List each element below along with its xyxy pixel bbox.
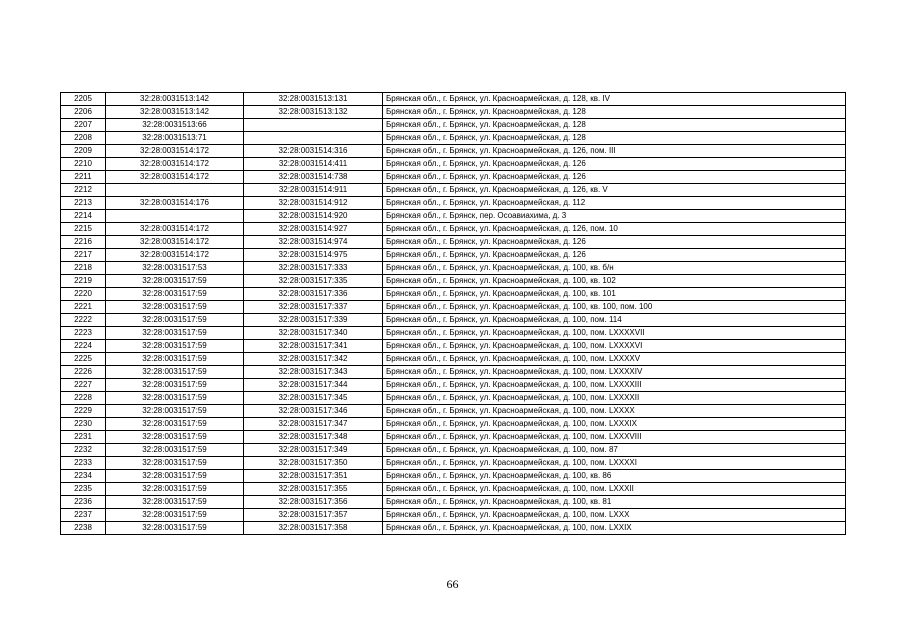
land-cadastral-number-cell: 32:28:0031517:59 bbox=[106, 379, 244, 392]
object-cadastral-number-cell: 32:28:0031517:351 bbox=[244, 470, 383, 483]
address-cell: Брянская обл., г. Брянск, ул. Красноармейская, д. 100, пом. LXXXXVI bbox=[383, 340, 846, 353]
row-number-cell: 2237 bbox=[61, 509, 106, 522]
table-row bbox=[61, 236, 846, 249]
object-cadastral-number-cell: 32:28:0031517:344 bbox=[244, 379, 383, 392]
address-cell: Брянская обл., г. Брянск, ул. Красноармейская, д. 100, пом. LXXXIX bbox=[383, 418, 846, 431]
table-row bbox=[61, 327, 846, 340]
cadastral-table bbox=[60, 92, 846, 535]
row-number-cell: 2227 bbox=[61, 379, 106, 392]
land-cadastral-number-cell: 32:28:0031517:59 bbox=[106, 392, 244, 405]
land-cadastral-number-cell: 32:28:0031517:59 bbox=[106, 353, 244, 366]
table-row bbox=[61, 171, 846, 184]
land-cadastral-number-cell: 32:28:0031517:59 bbox=[106, 340, 244, 353]
row-number-cell: 2216 bbox=[61, 236, 106, 249]
land-cadastral-number-cell: 32:28:0031517:59 bbox=[106, 314, 244, 327]
address-cell: Брянская обл., г. Брянск, ул. Красноармейская, д. 128, кв. IV bbox=[383, 93, 846, 106]
address-cell: Брянская обл., г. Брянск, ул. Красноармейская, д. 100, пом. LXXXXI bbox=[383, 457, 846, 470]
table-row bbox=[61, 379, 846, 392]
table-row bbox=[61, 275, 846, 288]
object-cadastral-number-cell: 32:28:0031517:343 bbox=[244, 366, 383, 379]
land-cadastral-number-cell: 32:28:0031517:59 bbox=[106, 366, 244, 379]
land-cadastral-number-cell: 32:28:0031513:71 bbox=[106, 132, 244, 145]
object-cadastral-number-cell: 32:28:0031514:975 bbox=[244, 249, 383, 262]
table-row bbox=[61, 392, 846, 405]
table-row bbox=[61, 366, 846, 379]
table-row bbox=[61, 132, 846, 145]
table-row bbox=[61, 483, 846, 496]
object-cadastral-number-cell: 32:28:0031514:927 bbox=[244, 223, 383, 236]
table-row bbox=[61, 340, 846, 353]
address-cell: Брянская обл., г. Брянск, ул. Красноармейская, д. 128 bbox=[383, 119, 846, 132]
table-body bbox=[61, 93, 846, 535]
object-cadastral-number-cell: 32:28:0031517:348 bbox=[244, 431, 383, 444]
row-number-cell: 2210 bbox=[61, 158, 106, 171]
land-cadastral-number-cell: 32:28:0031517:59 bbox=[106, 418, 244, 431]
land-cadastral-number-cell: 32:28:0031514:176 bbox=[106, 197, 244, 210]
page-number: 66 bbox=[446, 577, 459, 591]
row-number-cell: 2206 bbox=[61, 106, 106, 119]
row-number-cell: 2211 bbox=[61, 171, 106, 184]
address-cell: Брянская обл., г. Брянск, ул. Красноармейская, д. 100, пом. LXXX bbox=[383, 509, 846, 522]
table-row bbox=[61, 210, 846, 223]
address-cell: Брянская обл., г. Брянск, пер. Осоавиахима, д. 3 bbox=[383, 210, 846, 223]
table-row bbox=[61, 106, 846, 119]
object-cadastral-number-cell: 32:28:0031517:355 bbox=[244, 483, 383, 496]
land-cadastral-number-cell: 32:28:0031514:172 bbox=[106, 145, 244, 158]
object-cadastral-number-cell: 32:28:0031517:345 bbox=[244, 392, 383, 405]
table-row bbox=[61, 93, 846, 106]
row-number-cell: 2223 bbox=[61, 327, 106, 340]
address-cell: Брянская обл., г. Брянск, ул. Красноармейская, д. 112 bbox=[383, 197, 846, 210]
table-row bbox=[61, 353, 846, 366]
land-cadastral-number-cell: 32:28:0031517:59 bbox=[106, 444, 244, 457]
address-cell: Брянская обл., г. Брянск, ул. Красноармейская, д. 100, кв. 86 bbox=[383, 470, 846, 483]
table-row bbox=[61, 418, 846, 431]
row-number-cell: 2233 bbox=[61, 457, 106, 470]
table-row bbox=[61, 184, 846, 197]
land-cadastral-number-cell: 32:28:0031517:59 bbox=[106, 522, 244, 535]
object-cadastral-number-cell: 32:28:0031517:336 bbox=[244, 288, 383, 301]
row-number-cell: 2231 bbox=[61, 431, 106, 444]
table-row bbox=[61, 249, 846, 262]
address-cell: Брянская обл., г. Брянск, ул. Красноармейская, д. 100, кв. 101 bbox=[383, 288, 846, 301]
table-row bbox=[61, 470, 846, 483]
land-cadastral-number-cell: 32:28:0031514:172 bbox=[106, 158, 244, 171]
row-number-cell: 2230 bbox=[61, 418, 106, 431]
land-cadastral-number-cell: 32:28:0031517:59 bbox=[106, 496, 244, 509]
address-cell: Брянская обл., г. Брянск, ул. Красноармейская, д. 100, пом. 114 bbox=[383, 314, 846, 327]
row-number-cell: 2219 bbox=[61, 275, 106, 288]
address-cell: Брянская обл., г. Брянск, ул. Красноармейская, д. 126 bbox=[383, 158, 846, 171]
address-cell: Брянская обл., г. Брянск, ул. Красноармейская, д. 100, пом. LXXXXIV bbox=[383, 366, 846, 379]
row-number-cell: 2234 bbox=[61, 470, 106, 483]
address-cell: Брянская обл., г. Брянск, ул. Красноармейская, д. 126, пом. 10 bbox=[383, 223, 846, 236]
object-cadastral-number-cell: 32:28:0031514:911 bbox=[244, 184, 383, 197]
address-cell: Брянская обл., г. Брянск, ул. Красноармейская, д. 100, пом. LXXXXIII bbox=[383, 379, 846, 392]
row-number-cell: 2212 bbox=[61, 184, 106, 197]
address-cell: Брянская обл., г. Брянск, ул. Красноармейская, д. 100, пом. 87 bbox=[383, 444, 846, 457]
address-cell: Брянская обл., г. Брянск, ул. Красноармейская, д. 128 bbox=[383, 132, 846, 145]
row-number-cell: 2238 bbox=[61, 522, 106, 535]
object-cadastral-number-cell: 32:28:0031514:912 bbox=[244, 197, 383, 210]
land-cadastral-number-cell: 32:28:0031514:172 bbox=[106, 223, 244, 236]
table-row bbox=[61, 522, 846, 535]
land-cadastral-number-cell: 32:28:0031513:66 bbox=[106, 119, 244, 132]
row-number-cell: 2218 bbox=[61, 262, 106, 275]
table-row bbox=[61, 158, 846, 171]
address-cell: Брянская обл., г. Брянск, ул. Красноармейская, д. 100, пом. LXXIX bbox=[383, 522, 846, 535]
land-cadastral-number-cell: 32:28:0031514:172 bbox=[106, 249, 244, 262]
address-cell: Брянская обл., г. Брянск, ул. Красноармейская, д. 126 bbox=[383, 236, 846, 249]
object-cadastral-number-cell: 32:28:0031514:738 bbox=[244, 171, 383, 184]
object-cadastral-number-cell: 32:28:0031514:974 bbox=[244, 236, 383, 249]
address-cell: Брянская обл., г. Брянск, ул. Красноармейская, д. 100, кв. 100, пом. 100 bbox=[383, 301, 846, 314]
row-number-cell: 2235 bbox=[61, 483, 106, 496]
address-cell: Брянская обл., г. Брянск, ул. Красноармейская, д. 100, пом. LXXXVIII bbox=[383, 431, 846, 444]
row-number-cell: 2232 bbox=[61, 444, 106, 457]
land-cadastral-number-cell: 32:28:0031514:172 bbox=[106, 171, 244, 184]
table-row bbox=[61, 288, 846, 301]
object-cadastral-number-cell: 32:28:0031517:340 bbox=[244, 327, 383, 340]
land-cadastral-number-cell: 32:28:0031517:59 bbox=[106, 470, 244, 483]
land-cadastral-number-cell: 32:28:0031517:53 bbox=[106, 262, 244, 275]
table-row bbox=[61, 509, 846, 522]
table-row bbox=[61, 496, 846, 509]
object-cadastral-number-cell: 32:28:0031517:356 bbox=[244, 496, 383, 509]
object-cadastral-number-cell: 32:28:0031517:346 bbox=[244, 405, 383, 418]
table-row bbox=[61, 223, 846, 236]
address-cell: Брянская обл., г. Брянск, ул. Красноармейская, д. 100, кв. 81 bbox=[383, 496, 846, 509]
table-row bbox=[61, 262, 846, 275]
land-cadastral-number-cell: 32:28:0031517:59 bbox=[106, 288, 244, 301]
object-cadastral-number-cell: 32:28:0031517:341 bbox=[244, 340, 383, 353]
land-cadastral-number-cell: 32:28:0031517:59 bbox=[106, 405, 244, 418]
address-cell: Брянская обл., г. Брянск, ул. Красноармейская, д. 100, пом. LXXXXVII bbox=[383, 327, 846, 340]
table-row bbox=[61, 301, 846, 314]
land-cadastral-number-cell: 32:28:0031517:59 bbox=[106, 509, 244, 522]
table-row bbox=[61, 444, 846, 457]
land-cadastral-number-cell: 32:28:0031513:142 bbox=[106, 93, 244, 106]
address-cell: Брянская обл., г. Брянск, ул. Красноармейская, д. 126 bbox=[383, 249, 846, 262]
object-cadastral-number-cell: 32:28:0031514:920 bbox=[244, 210, 383, 223]
row-number-cell: 2236 bbox=[61, 496, 106, 509]
row-number-cell: 2221 bbox=[61, 301, 106, 314]
address-cell: Брянская обл., г. Брянск, ул. Красноармейская, д. 126 bbox=[383, 171, 846, 184]
row-number-cell: 2220 bbox=[61, 288, 106, 301]
land-cadastral-number-cell: 32:28:0031513:142 bbox=[106, 106, 244, 119]
table-row bbox=[61, 457, 846, 470]
row-number-cell: 2228 bbox=[61, 392, 106, 405]
address-cell: Брянская обл., г. Брянск, ул. Красноармейская, д. 128 bbox=[383, 106, 846, 119]
object-cadastral-number-cell bbox=[244, 132, 383, 145]
object-cadastral-number-cell: 32:28:0031517:347 bbox=[244, 418, 383, 431]
object-cadastral-number-cell: 32:28:0031517:339 bbox=[244, 314, 383, 327]
table-row bbox=[61, 314, 846, 327]
row-number-cell: 2214 bbox=[61, 210, 106, 223]
address-cell: Брянская обл., г. Брянск, ул. Красноармейская, д. 100, пом. LXXXXII bbox=[383, 392, 846, 405]
land-cadastral-number-cell: 32:28:0031517:59 bbox=[106, 457, 244, 470]
row-number-cell: 2205 bbox=[61, 93, 106, 106]
land-cadastral-number-cell bbox=[106, 184, 244, 197]
row-number-cell: 2224 bbox=[61, 340, 106, 353]
object-cadastral-number-cell: 32:28:0031513:132 bbox=[244, 106, 383, 119]
object-cadastral-number-cell bbox=[244, 119, 383, 132]
object-cadastral-number-cell: 32:28:0031517:358 bbox=[244, 522, 383, 535]
row-number-cell: 2229 bbox=[61, 405, 106, 418]
object-cadastral-number-cell: 32:28:0031517:342 bbox=[244, 353, 383, 366]
land-cadastral-number-cell: 32:28:0031517:59 bbox=[106, 275, 244, 288]
address-cell: Брянская обл., г. Брянск, ул. Красноармейская, д. 100, кв. б/н bbox=[383, 262, 846, 275]
object-cadastral-number-cell: 32:28:0031514:316 bbox=[244, 145, 383, 158]
object-cadastral-number-cell: 32:28:0031517:337 bbox=[244, 301, 383, 314]
object-cadastral-number-cell: 32:28:0031517:335 bbox=[244, 275, 383, 288]
address-cell: Брянская обл., г. Брянск, ул. Красноармейская, д. 100, кв. 102 bbox=[383, 275, 846, 288]
land-cadastral-number-cell: 32:28:0031517:59 bbox=[106, 483, 244, 496]
row-number-cell: 2226 bbox=[61, 366, 106, 379]
land-cadastral-number-cell: 32:28:0031517:59 bbox=[106, 431, 244, 444]
row-number-cell: 2209 bbox=[61, 145, 106, 158]
object-cadastral-number-cell: 32:28:0031514:411 bbox=[244, 158, 383, 171]
land-cadastral-number-cell bbox=[106, 210, 244, 223]
object-cadastral-number-cell: 32:28:0031517:350 bbox=[244, 457, 383, 470]
row-number-cell: 2225 bbox=[61, 353, 106, 366]
table-row bbox=[61, 405, 846, 418]
land-cadastral-number-cell: 32:28:0031517:59 bbox=[106, 327, 244, 340]
address-cell: Брянская обл., г. Брянск, ул. Красноармейская, д. 100, пом. LXXXX bbox=[383, 405, 846, 418]
address-cell: Брянская обл., г. Брянск, ул. Красноармейская, д. 126, пом. III bbox=[383, 145, 846, 158]
object-cadastral-number-cell: 32:28:0031513:131 bbox=[244, 93, 383, 106]
object-cadastral-number-cell: 32:28:0031517:333 bbox=[244, 262, 383, 275]
address-cell: Брянская обл., г. Брянск, ул. Красноармейская, д. 100, пом. LXXXII bbox=[383, 483, 846, 496]
land-cadastral-number-cell: 32:28:0031517:59 bbox=[106, 301, 244, 314]
row-number-cell: 2222 bbox=[61, 314, 106, 327]
table-row bbox=[61, 119, 846, 132]
row-number-cell: 2208 bbox=[61, 132, 106, 145]
row-number-cell: 2217 bbox=[61, 249, 106, 262]
table-row bbox=[61, 197, 846, 210]
row-number-cell: 2213 bbox=[61, 197, 106, 210]
address-cell: Брянская обл., г. Брянск, ул. Красноармейская, д. 126, кв. V bbox=[383, 184, 846, 197]
land-cadastral-number-cell: 32:28:0031514:172 bbox=[106, 236, 244, 249]
object-cadastral-number-cell: 32:28:0031517:357 bbox=[244, 509, 383, 522]
address-cell: Брянская обл., г. Брянск, ул. Красноармейская, д. 100, пом. LXXXXV bbox=[383, 353, 846, 366]
table-row bbox=[61, 431, 846, 444]
table-row bbox=[61, 145, 846, 158]
row-number-cell: 2207 bbox=[61, 119, 106, 132]
row-number-cell: 2215 bbox=[61, 223, 106, 236]
object-cadastral-number-cell: 32:28:0031517:349 bbox=[244, 444, 383, 457]
